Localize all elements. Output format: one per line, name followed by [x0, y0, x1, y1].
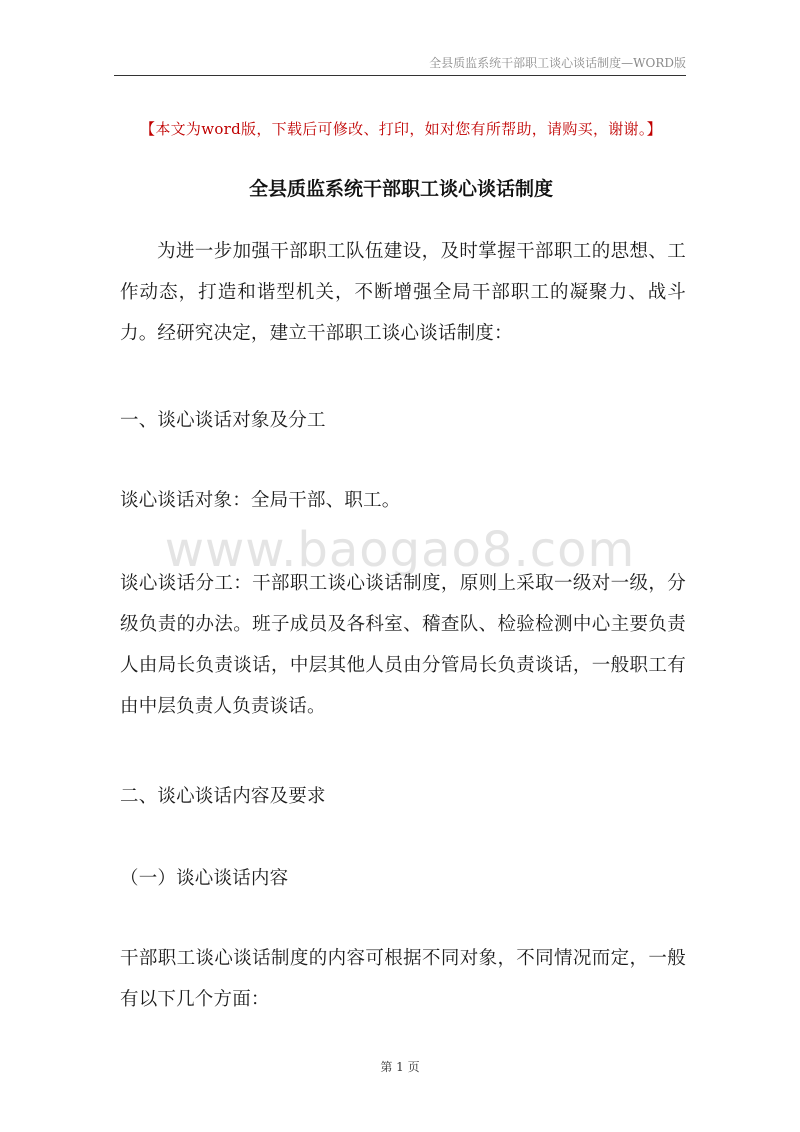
intro-paragraph: 为进一步加强干部职工队伍建设，及时掌握干部职工的思想、工作动态，打造和谐型机关，不断增强全局干部职工的凝聚力、战斗力。经研究决定，建立干部职工谈心谈话制度：: [120, 241, 686, 344]
page-number: 第 1 页: [380, 1060, 420, 1074]
division-paragraph: 谈心谈话分工：干部职工谈心谈话制度，原则上采取一级对一级，分级负责的办法。班子成员及各科室、稽查队、检验检测中心主要负责人由局长负责谈话，中层其他人员由分管局长负责谈话，一般职工有由中层负责人负责谈话。: [120, 573, 686, 717]
watermark: www.baogao8.com: [164, 522, 636, 578]
section-2-heading: 二、谈心谈话内容及要求: [120, 786, 326, 807]
running-header: 全县质监系统干部职工谈心谈话制度—WORD版: [429, 56, 686, 70]
document-title: 全县质监系统干部职工谈心谈话制度: [248, 178, 553, 200]
content-paragraph: 干部职工谈心谈话制度的内容可根据不同对象，不同情况而定，一般有以下几个方面：: [120, 948, 686, 1010]
subsection-1-heading: （一）谈心谈话内容: [120, 868, 289, 889]
section-1-heading: 一、谈心谈话对象及分工: [120, 410, 326, 431]
purchase-notice: 【本文为word版，下载后可修改、打印，如对您有所帮助，请购买，谢谢。】: [140, 120, 662, 138]
targets-paragraph: 谈心谈话对象：全局干部、职工。: [120, 490, 401, 511]
header-divider: [114, 75, 686, 76]
